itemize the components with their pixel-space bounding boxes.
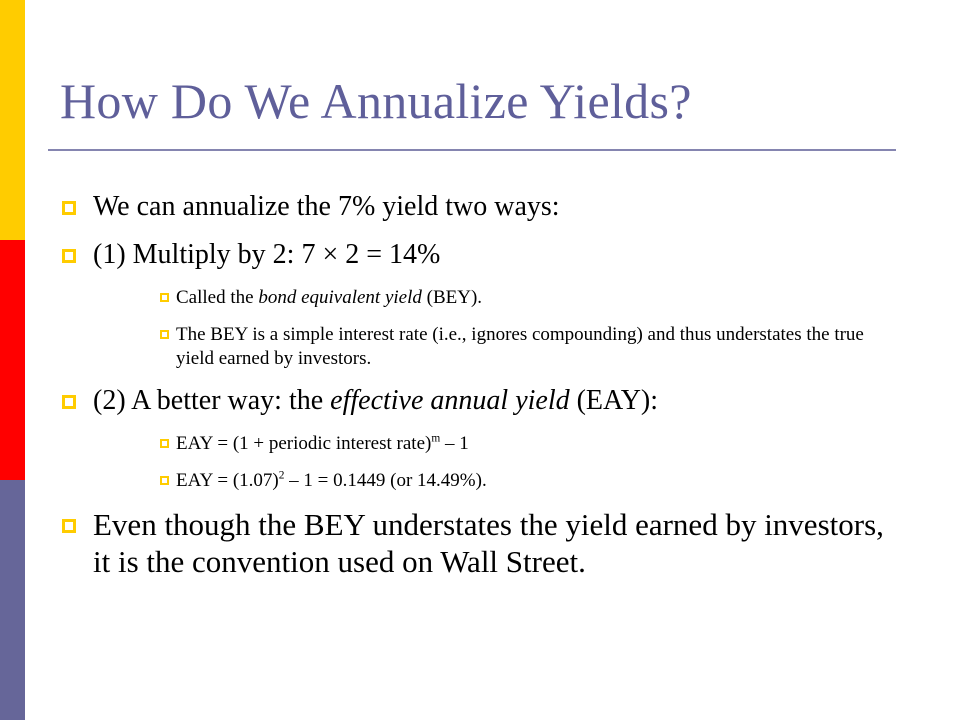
square-bullet-icon [62,249,76,263]
side-bar-yellow [0,0,25,240]
square-bullet-icon [160,476,169,485]
slide-title: How Do We Annualize Yields? [60,73,692,129]
bullet-text-pre: (2) A better way: the [93,385,331,416]
square-bullet-icon [62,201,76,215]
square-bullet-icon [160,330,169,339]
formula-exponent: 2 [278,469,285,482]
bullet-annualize-two-ways [62,190,902,224]
bullet-wall-street-convention [62,506,902,580]
sub-bullet-bey-simple-interest [112,323,902,371]
side-bar-purple [0,480,25,720]
bullet-effective-annual-yield [62,384,902,418]
sub-bullet-eay-computation [112,469,902,493]
formula-post: – 1 = 0.1449 (or 14.49%). [284,470,487,491]
bullet-text: We can annualize the 7% yield two ways: [93,191,560,222]
bullet-text-post: (EAY): [569,385,659,416]
square-bullet-icon [62,395,76,409]
square-bullet-icon [62,519,76,533]
bullet-text-em: effective annual yield [330,385,570,416]
sub-bullet-eay-formula [112,432,902,456]
bullet-text-post: (BEY). [421,287,483,308]
bullet-multiply-by-two [62,238,902,272]
bullet-text: (1) Multiply by 2: 7 × 2 = 14% [93,239,441,270]
formula-pre: EAY = (1.07) [176,470,279,491]
sub-bullet-bey-definition [112,286,902,310]
bullet-text: The BEY is a simple interest rate (i.e., ignores compounding) and thus understates the true yield earned by investors. [176,324,864,369]
bullet-text-pre: Called the [176,287,259,308]
formula-pre: EAY = (1 + periodic interest rate) [176,433,432,454]
side-bar-red [0,240,25,480]
slide-content [62,190,902,594]
title-divider [48,149,896,151]
formula-post: – 1 [440,433,469,454]
square-bullet-icon [160,293,169,302]
bullet-text-em: bond equivalent yield [258,287,422,308]
bullet-text: Even though the BEY understates the yield earned by investors, it is the convention used on Wall Street. [93,507,884,579]
square-bullet-icon [160,439,169,448]
formula-exponent: m [431,432,441,445]
